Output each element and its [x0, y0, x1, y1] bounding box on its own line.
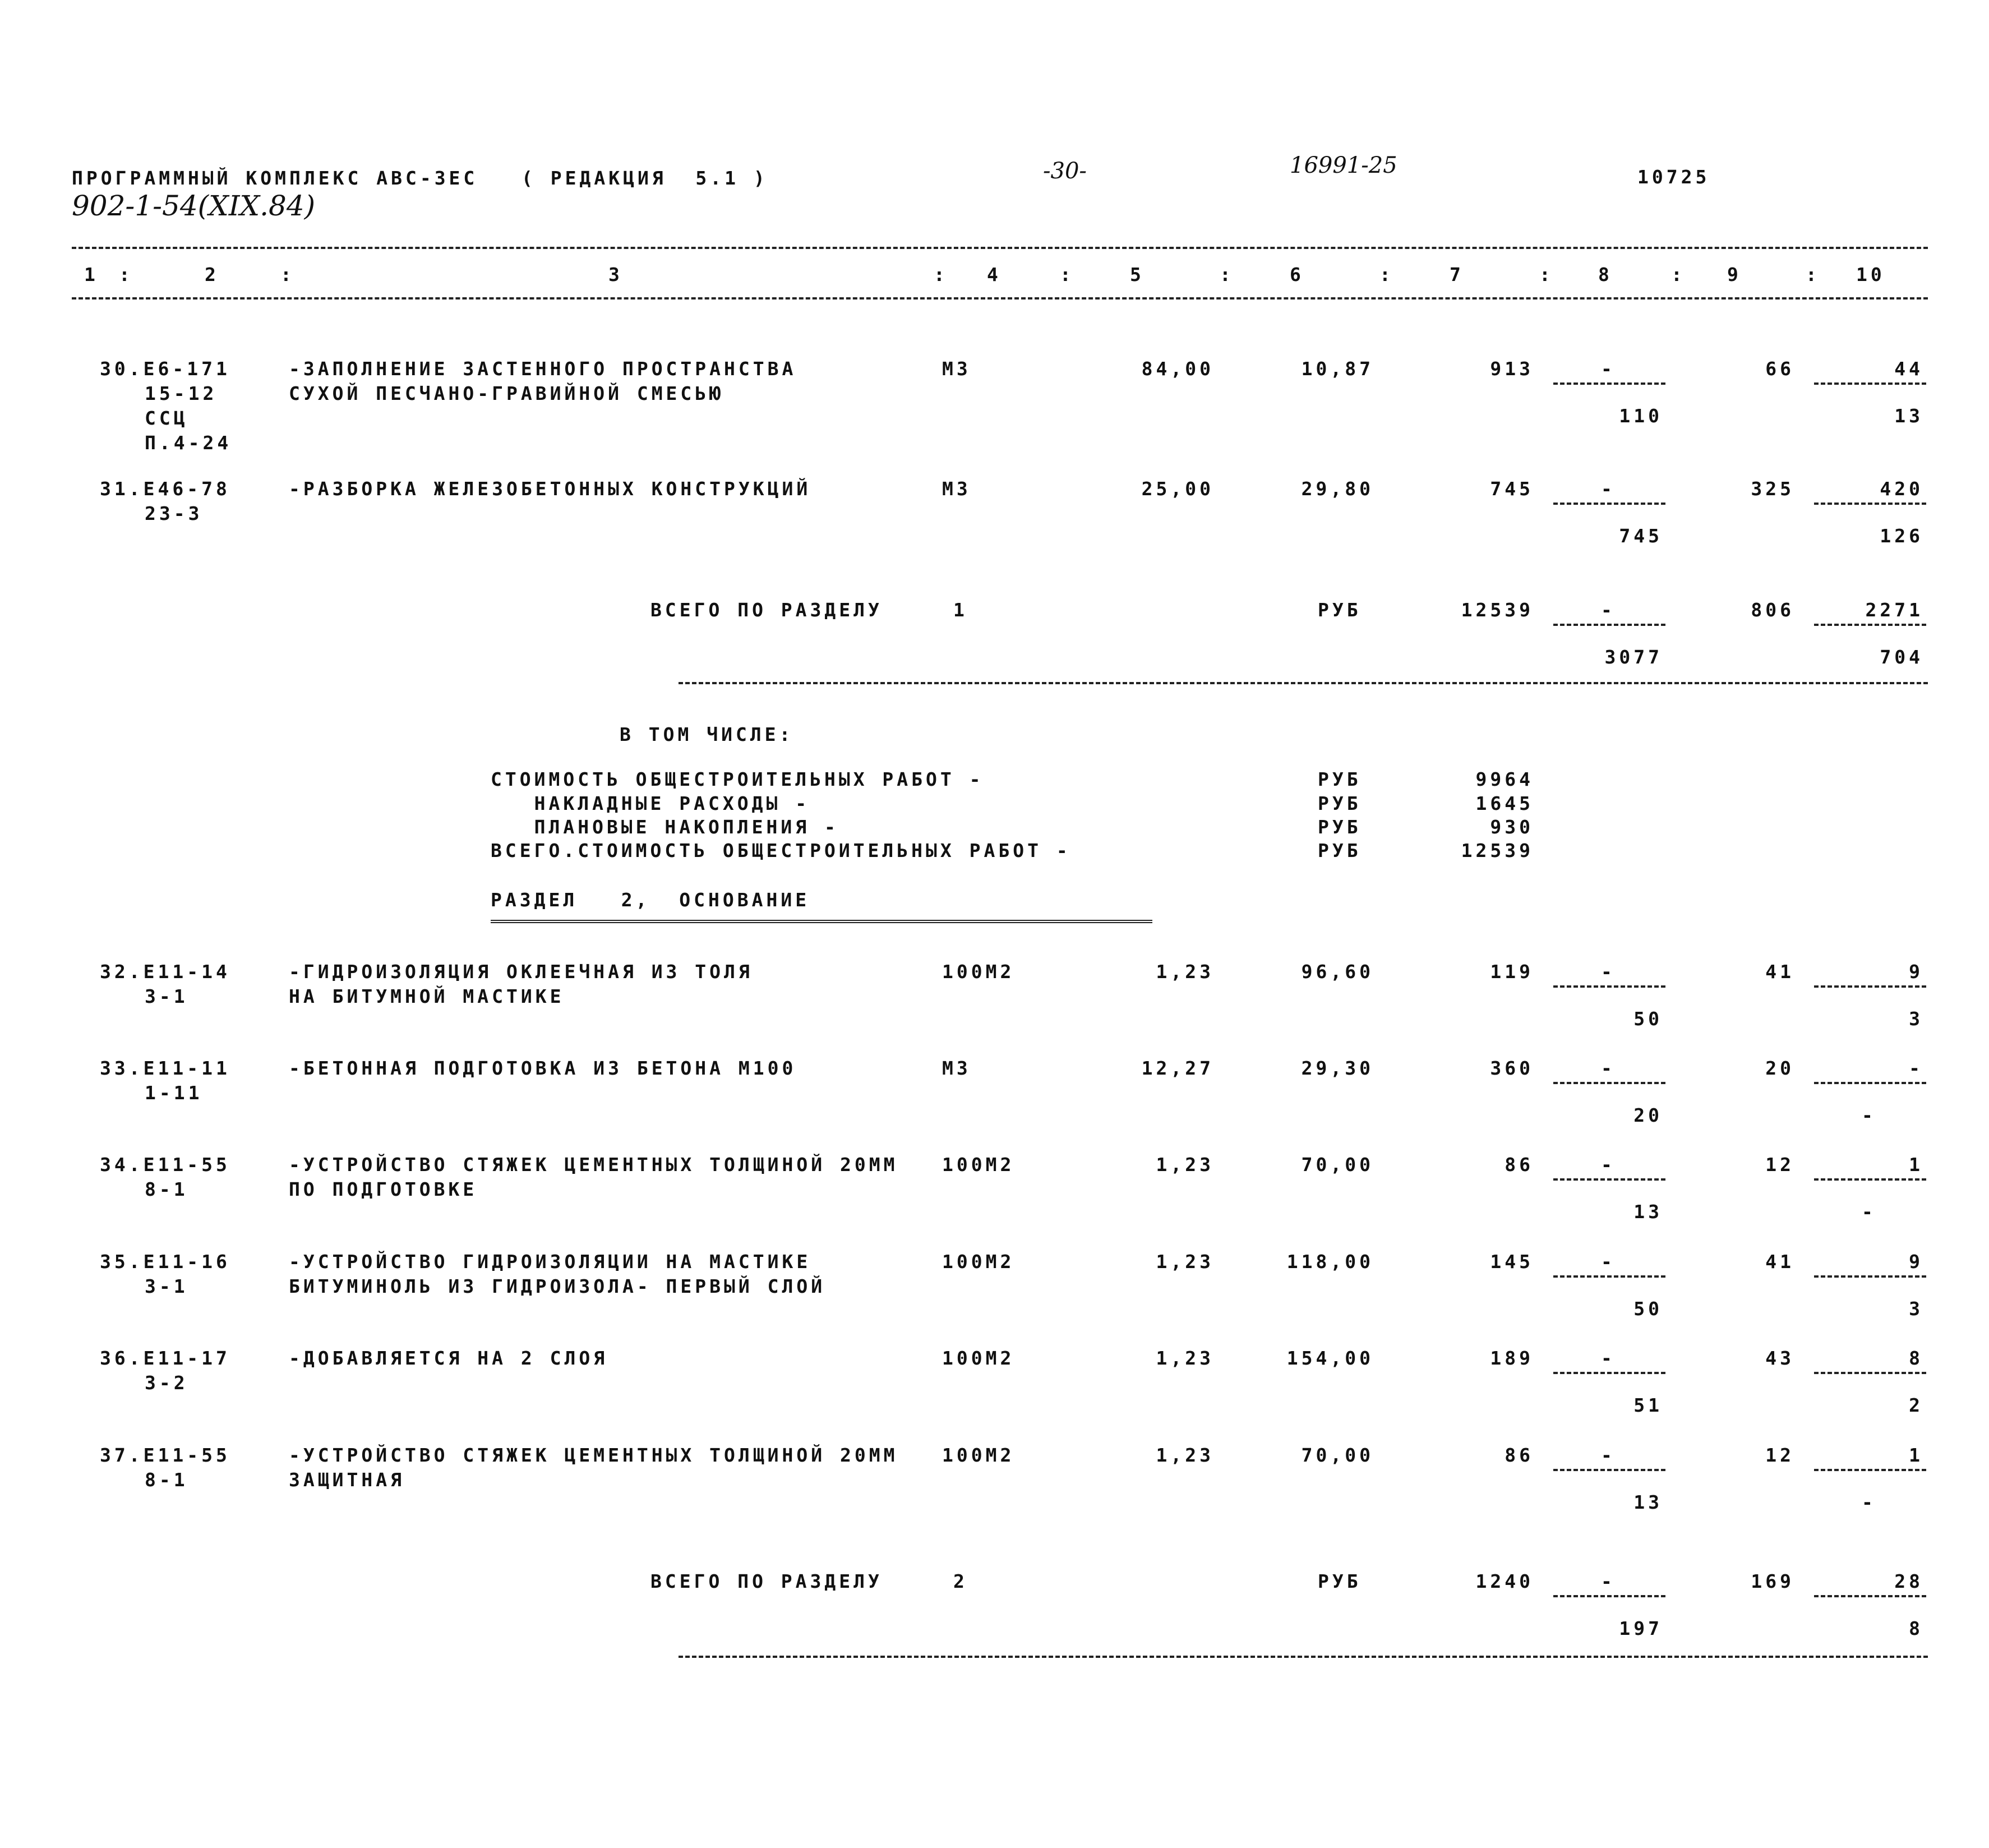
- item-description: -УСТРОЙСТВО СТЯЖЕК ЦЕМЕНТНЫХ ТОЛЩИНОЙ 20ММ: [289, 1154, 898, 1176]
- item-unit-price: 118,00: [1286, 1251, 1374, 1273]
- item-description: БИТУМИНОЛЬ ИЗ ГИДРОИЗОЛА- ПЕРВЫЙ СЛОЙ: [289, 1275, 826, 1297]
- item-description: НА БИТУМНОЙ МАСТИКЕ: [289, 985, 565, 1007]
- header-rule-bottom: [72, 297, 1928, 299]
- item-total: 745: [1490, 478, 1534, 500]
- col-sep: :: [119, 264, 133, 285]
- item-description: ЗАЩИТНАЯ: [289, 1469, 405, 1491]
- item-unit-price: 29,30: [1301, 1057, 1374, 1079]
- total-label: ВСЕГО ПО РАЗДЕЛУ: [650, 1570, 883, 1592]
- item-col10-rule: [1814, 1469, 1926, 1471]
- item-unit-price: 154,00: [1286, 1347, 1374, 1369]
- item-col10-bottom: 2: [1909, 1394, 1923, 1416]
- total-sum: 1240: [1475, 1570, 1534, 1592]
- item-reference: 3-1: [145, 985, 188, 1007]
- item-description: -УСТРОЙСТВО СТЯЖЕК ЦЕМЕНТНЫХ ТОЛЩИНОЙ 20ММ: [289, 1444, 898, 1466]
- item-col8-rule: [1553, 1275, 1665, 1278]
- total-col10-rule: [1814, 1595, 1926, 1597]
- including-unit: РУБ: [1318, 840, 1362, 861]
- total-col8-bottom: 197: [1619, 1617, 1663, 1639]
- item-col9: 12: [1765, 1444, 1794, 1466]
- item-col10-top: 44: [1894, 358, 1923, 380]
- total-col8-top: -: [1601, 1570, 1616, 1592]
- item-description: СУХОЙ ПЕСЧАНО-ГРАВИЙНОЙ СМЕСЬЮ: [289, 382, 724, 404]
- total-col10-top: 28: [1894, 1570, 1923, 1592]
- item-col10-bottom: -: [1862, 1491, 1876, 1513]
- item-col8-rule: [1553, 1372, 1665, 1374]
- item-col10-bottom: 126: [1880, 525, 1923, 547]
- including-unit: РУБ: [1318, 768, 1362, 790]
- total-col9: 806: [1751, 599, 1794, 621]
- item-description: -ЗАПОЛНЕНИЕ ЗАСТЕННОГО ПРОСТРАНСТВА: [289, 358, 797, 380]
- item-col10-top: 9: [1909, 1251, 1923, 1273]
- project-number: 902-1-54(XIX.84): [72, 190, 316, 222]
- col-2: 2: [205, 264, 219, 285]
- including-unit: РУБ: [1318, 816, 1362, 838]
- item-number: 37.Е11-55: [100, 1444, 230, 1466]
- col-10: 10: [1856, 264, 1885, 285]
- item-col9: 43: [1765, 1347, 1794, 1369]
- total-unit: РУБ: [1318, 599, 1362, 621]
- item-col10-rule: [1814, 503, 1926, 505]
- item-col10-top: -: [1909, 1057, 1923, 1079]
- item-number: 35.Е11-16: [100, 1251, 230, 1273]
- item-total: 86: [1505, 1444, 1534, 1466]
- item-col10-top: 8: [1909, 1347, 1923, 1369]
- item-col8-bottom: 13: [1633, 1201, 1663, 1223]
- item-col10-bottom: 3: [1909, 1008, 1923, 1030]
- item-col8-top: -: [1601, 358, 1616, 380]
- including-value: 930: [1490, 816, 1534, 838]
- edition-label: ( РЕДАКЦИЯ 5.1 ): [522, 167, 768, 189]
- item-quantity: 1,23: [1156, 1444, 1214, 1466]
- including-label: СТОИМОСТЬ ОБЩЕСТРОИТЕЛЬНЫХ РАБОТ -: [491, 768, 984, 790]
- item-description: -РАЗБОРКА ЖЕЛЕЗОБЕТОННЫХ КОНСТРУКЦИЙ: [289, 478, 811, 500]
- item-col9: 66: [1765, 358, 1794, 380]
- item-col10-rule: [1814, 1372, 1926, 1374]
- item-col8-rule: [1553, 1469, 1665, 1471]
- item-col8-bottom: 50: [1633, 1008, 1663, 1030]
- item-col8-bottom: 50: [1633, 1298, 1663, 1320]
- item-col10-top: 1: [1909, 1154, 1923, 1176]
- total-col10-rule: [1814, 624, 1926, 626]
- item-col10-rule: [1814, 382, 1926, 385]
- item-description: -БЕТОННАЯ ПОДГОТОВКА ИЗ БЕТОНА М100: [289, 1057, 797, 1079]
- item-quantity: 12,27: [1141, 1057, 1214, 1079]
- item-description: -ДОБАВЛЯЕТСЯ НА 2 СЛОЯ: [289, 1347, 608, 1369]
- total-2-rule: [679, 1656, 1928, 1658]
- item-col10-rule: [1814, 1178, 1926, 1181]
- item-unit: М3: [942, 478, 971, 500]
- item-total: 119: [1490, 961, 1534, 983]
- including-value: 12539: [1461, 840, 1534, 861]
- item-col10-rule: [1814, 1275, 1926, 1278]
- including-value: 1645: [1475, 792, 1534, 814]
- col-7: 7: [1450, 264, 1464, 285]
- section-2-title: РАЗДЕЛ 2, ОСНОВАНИЕ: [491, 889, 810, 911]
- item-col10-top: 1: [1909, 1444, 1923, 1466]
- item-col10-bottom: -: [1862, 1104, 1876, 1126]
- item-col8-bottom: 13: [1633, 1491, 1663, 1513]
- item-col8-top: -: [1601, 1251, 1616, 1273]
- col-sep: :: [1060, 264, 1074, 285]
- item-number: 31.Е46-78: [100, 478, 230, 500]
- total-section-number: 2: [953, 1570, 968, 1592]
- item-col8-rule: [1553, 503, 1665, 505]
- item-col8-top: -: [1601, 961, 1616, 983]
- item-col9: 12: [1765, 1154, 1794, 1176]
- item-quantity: 1,23: [1156, 1154, 1214, 1176]
- including-title: В ТОМ ЧИСЛЕ:: [620, 723, 794, 745]
- item-col10-bottom: -: [1862, 1201, 1876, 1223]
- item-number: 34.Е11-55: [100, 1154, 230, 1176]
- item-unit-price: 70,00: [1301, 1444, 1374, 1466]
- total-section-number: 1: [953, 599, 968, 621]
- item-reference: 8-1: [145, 1178, 188, 1200]
- col-4: 4: [987, 264, 1002, 285]
- col-sep: :: [280, 264, 295, 285]
- including-label: ПЛАНОВЫЕ НАКОПЛЕНИЯ -: [491, 816, 839, 838]
- item-col8-bottom: 745: [1619, 525, 1663, 547]
- item-col8-rule: [1553, 1178, 1665, 1181]
- item-number: 36.Е11-17: [100, 1347, 230, 1369]
- item-reference: 3-1: [145, 1275, 188, 1297]
- item-total: 145: [1490, 1251, 1534, 1273]
- total-col10-top: 2271: [1865, 599, 1923, 621]
- item-col8-top: -: [1601, 1347, 1616, 1369]
- total-1-rule: [679, 682, 1928, 684]
- item-col10-top: 420: [1880, 478, 1923, 500]
- item-number: 30.Е6-171: [100, 358, 230, 380]
- header-rule-top: [72, 247, 1928, 249]
- item-col10-top: 9: [1909, 961, 1923, 983]
- item-unit: 100М2: [942, 1154, 1015, 1176]
- item-quantity: 1,23: [1156, 1347, 1214, 1369]
- item-unit: М3: [942, 1057, 971, 1079]
- col-1: 1: [84, 264, 99, 285]
- col-sep: :: [1379, 264, 1394, 285]
- item-col9: 20: [1765, 1057, 1794, 1079]
- item-col8-top: -: [1601, 478, 1616, 500]
- col-sep: :: [1671, 264, 1686, 285]
- item-col8-rule: [1553, 1082, 1665, 1084]
- item-unit: 100М2: [942, 1444, 1015, 1466]
- total-col10-bottom: 8: [1909, 1617, 1923, 1639]
- item-col8-bottom: 110: [1619, 405, 1663, 427]
- item-col10-bottom: 13: [1894, 405, 1923, 427]
- item-reference: 3-2: [145, 1372, 188, 1394]
- col-sep: :: [934, 264, 948, 285]
- item-description: ПО ПОДГОТОВКЕ: [289, 1178, 478, 1200]
- total-unit: РУБ: [1318, 1570, 1362, 1592]
- item-description: -ГИДРОИЗОЛЯЦИЯ ОКЛЕЕЧНАЯ ИЗ ТОЛЯ: [289, 961, 753, 983]
- col-5: 5: [1130, 264, 1145, 285]
- col-6: 6: [1290, 264, 1304, 285]
- total-label: ВСЕГО ПО РАЗДЕЛУ: [650, 599, 883, 621]
- item-col8-bottom: 20: [1633, 1104, 1663, 1126]
- item-unit-price: 10,87: [1301, 358, 1374, 380]
- item-number: 33.Е11-11: [100, 1057, 230, 1079]
- including-label: НАКЛАДНЫЕ РАСХОДЫ -: [491, 792, 810, 814]
- document-number: 16991-25: [1290, 153, 1397, 178]
- item-col9: 41: [1765, 1251, 1794, 1273]
- item-reference: 1-11: [145, 1082, 203, 1104]
- item-col8-bottom: 51: [1633, 1394, 1663, 1416]
- item-col8-top: -: [1601, 1057, 1616, 1079]
- item-total: 86: [1505, 1154, 1534, 1176]
- total-sum: 12539: [1461, 599, 1534, 621]
- total-col8-top: -: [1601, 599, 1616, 621]
- program-name: ПРОГРАММНЫЙ КОМПЛЕКС АВС-3ЕС: [72, 167, 478, 189]
- col-sep: :: [1806, 264, 1820, 285]
- total-col10-bottom: 704: [1880, 646, 1923, 668]
- item-number: 32.Е11-14: [100, 961, 230, 983]
- item-unit: 100М2: [942, 1251, 1015, 1273]
- item-col9: 41: [1765, 961, 1794, 983]
- item-reference: П.4-24: [145, 432, 232, 454]
- item-description: -УСТРОЙСТВО ГИДРОИЗОЛЯЦИИ НА МАСТИКЕ: [289, 1251, 811, 1273]
- item-col8-top: -: [1601, 1154, 1616, 1176]
- item-col9: 325: [1751, 478, 1794, 500]
- section-2-underline: [491, 920, 1152, 923]
- item-col10-rule: [1814, 1082, 1926, 1084]
- col-9: 9: [1727, 264, 1742, 285]
- including-label: ВСЕГО.СТОИМОСТЬ ОБЩЕСТРОИТЕЛЬНЫХ РАБОТ -: [491, 840, 1071, 861]
- item-col8-rule: [1553, 382, 1665, 385]
- item-reference: 15-12: [145, 382, 218, 404]
- item-quantity: 84,00: [1141, 358, 1214, 380]
- item-unit: 100М2: [942, 1347, 1015, 1369]
- item-reference: 23-3: [145, 503, 203, 524]
- total-col8-rule: [1553, 1595, 1665, 1597]
- item-unit-price: 70,00: [1301, 1154, 1374, 1176]
- col-3: 3: [608, 264, 623, 285]
- col-sep: :: [1539, 264, 1554, 285]
- item-quantity: 1,23: [1156, 961, 1214, 983]
- col-8: 8: [1598, 264, 1613, 285]
- including-value: 9964: [1475, 768, 1534, 790]
- col-sep: :: [1220, 264, 1234, 285]
- item-total: 913: [1490, 358, 1534, 380]
- total-col9: 169: [1751, 1570, 1794, 1592]
- item-col8-rule: [1553, 985, 1665, 988]
- item-col10-rule: [1814, 985, 1926, 988]
- page-number: -30-: [1043, 158, 1087, 184]
- item-unit-price: 96,60: [1301, 961, 1374, 983]
- document-code: 10725: [1637, 166, 1710, 188]
- item-total: 360: [1490, 1057, 1534, 1079]
- item-unit-price: 29,80: [1301, 478, 1374, 500]
- total-col8-rule: [1553, 624, 1665, 626]
- item-unit: М3: [942, 358, 971, 380]
- item-quantity: 1,23: [1156, 1251, 1214, 1273]
- item-unit: 100М2: [942, 961, 1015, 983]
- item-reference: ССЦ: [145, 407, 188, 429]
- item-reference: 8-1: [145, 1469, 188, 1491]
- including-unit: РУБ: [1318, 792, 1362, 814]
- item-total: 189: [1490, 1347, 1534, 1369]
- item-col10-bottom: 3: [1909, 1298, 1923, 1320]
- total-col8-bottom: 3077: [1604, 646, 1663, 668]
- item-col8-top: -: [1601, 1444, 1616, 1466]
- item-quantity: 25,00: [1141, 478, 1214, 500]
